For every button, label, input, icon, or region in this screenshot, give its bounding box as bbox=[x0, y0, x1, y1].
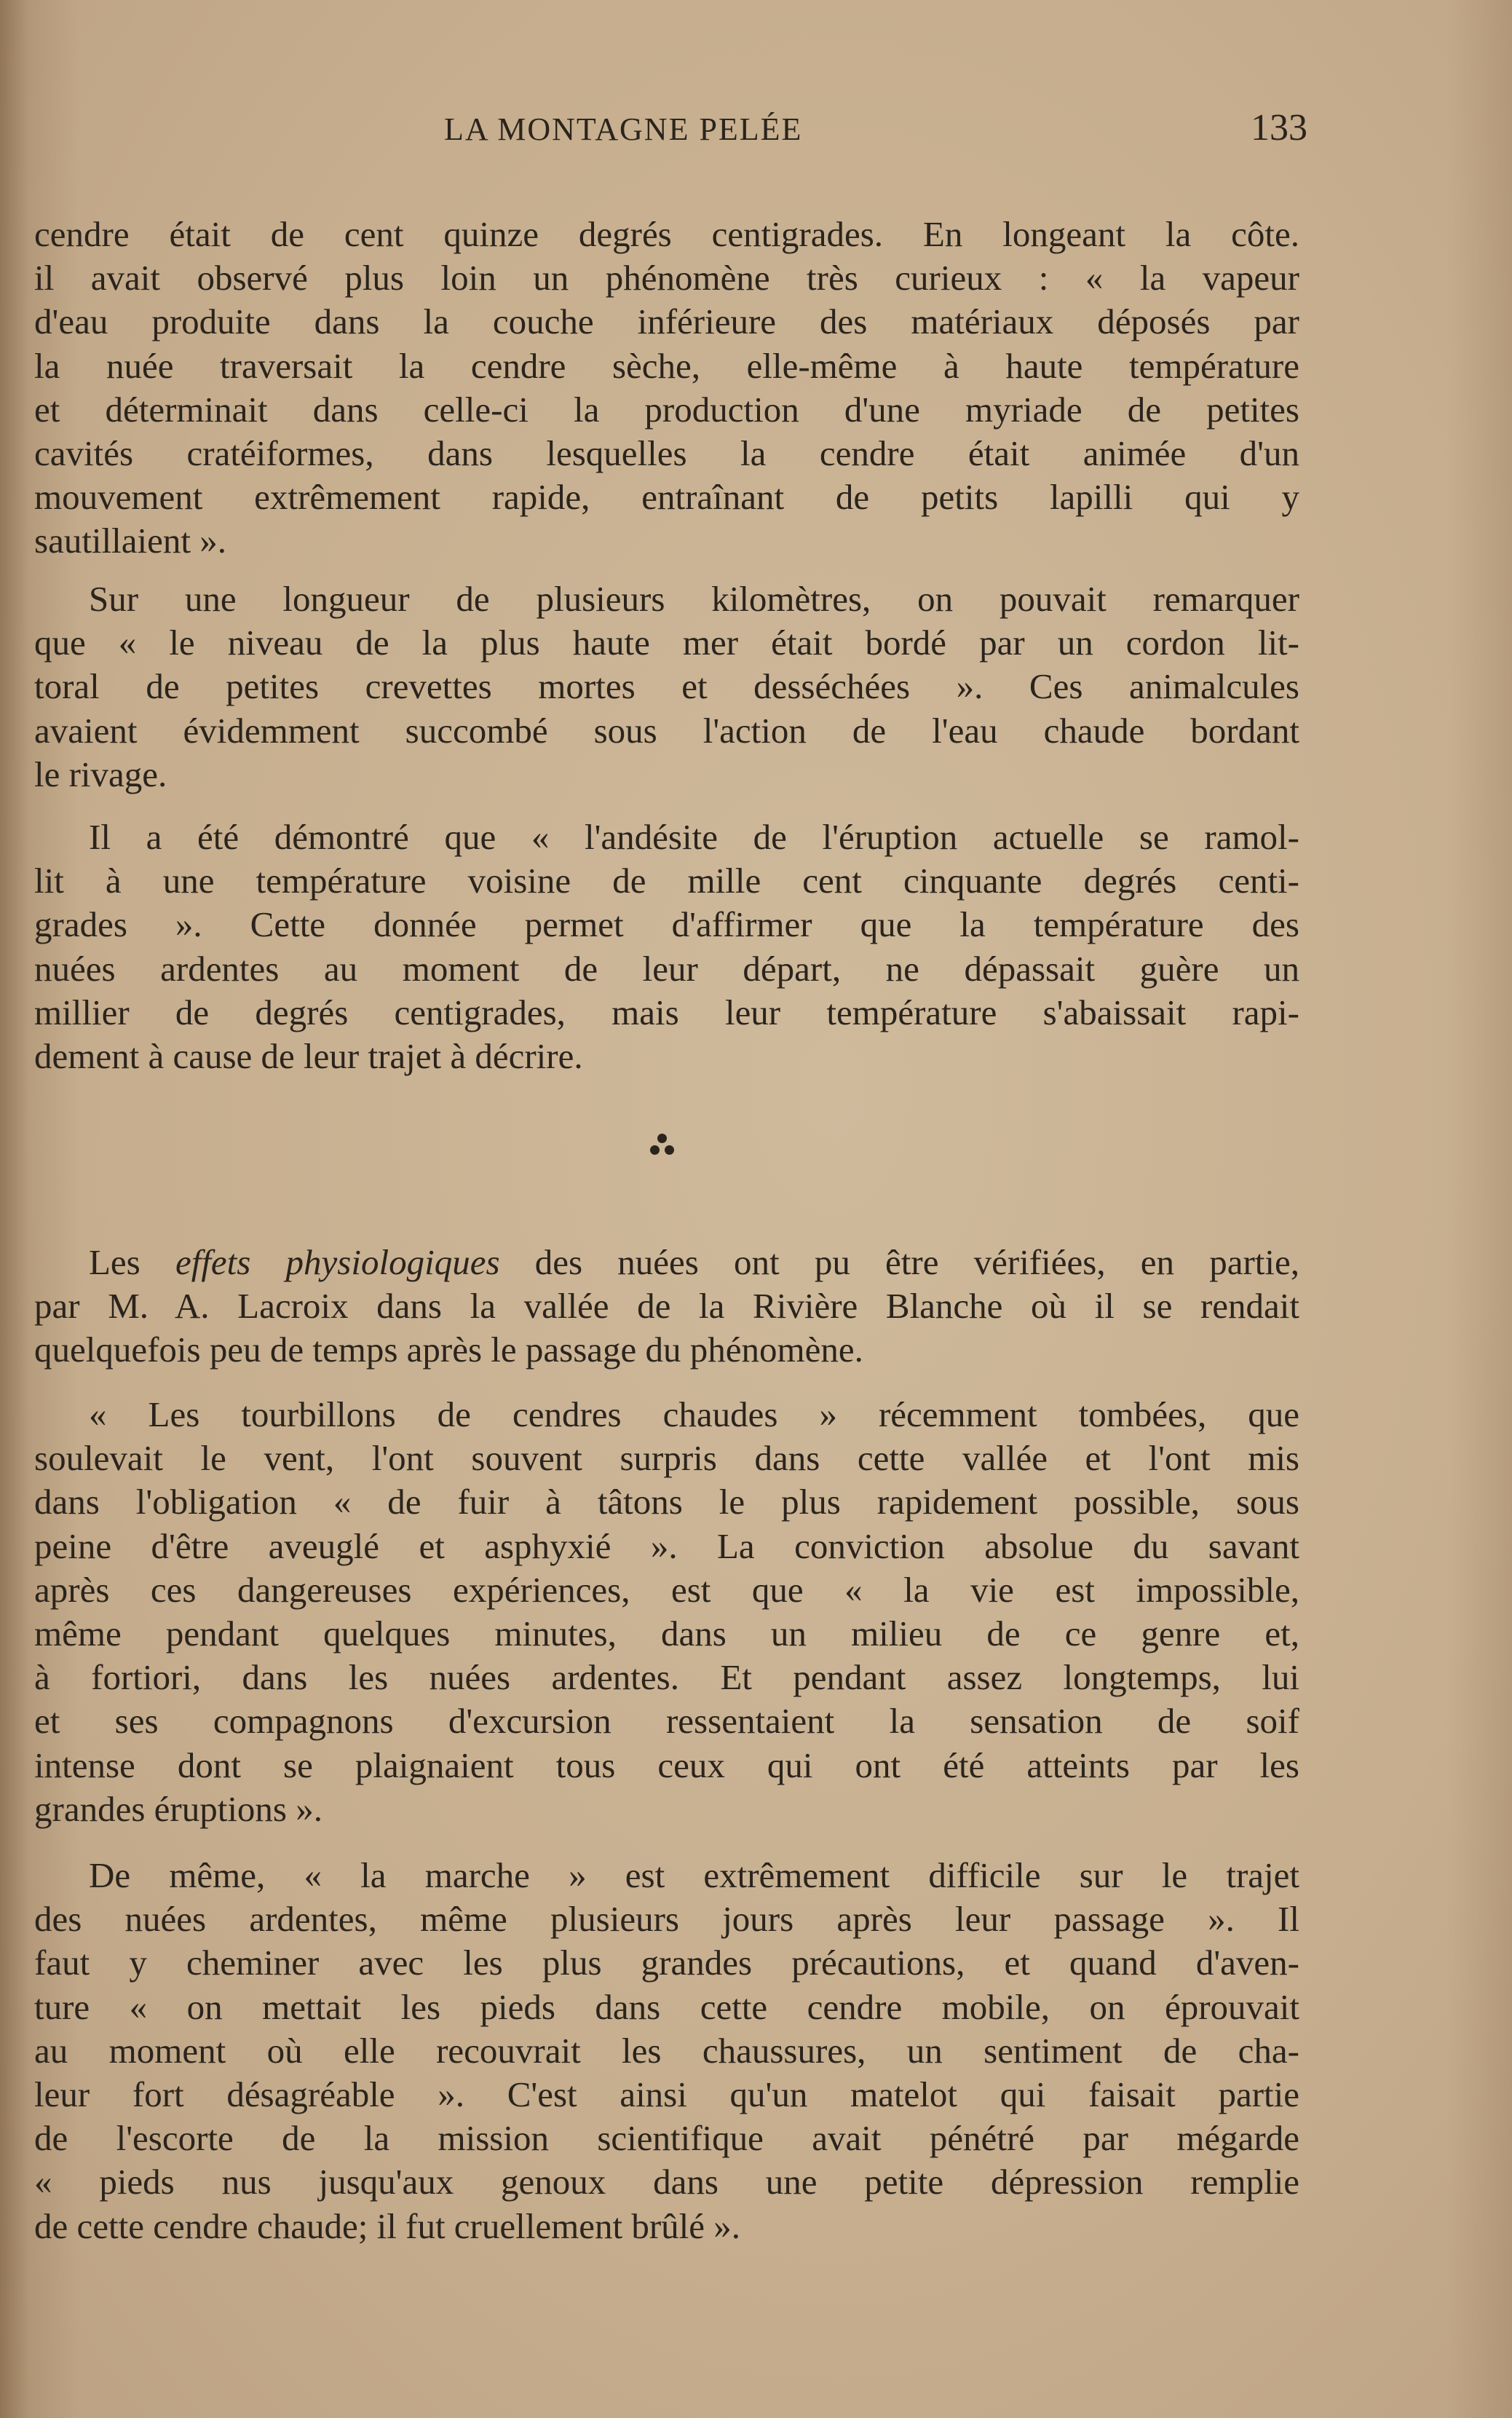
text-line: le rivage. bbox=[34, 754, 167, 794]
text-line: « Les tourbillons de cendres chaudes » récemment tombées, que bbox=[89, 1394, 1299, 1434]
text-line: ture « on mettait les pieds dans cette cendre mobile, on éprouvait bbox=[34, 1986, 1299, 2027]
text-line: des nuées ardentes, même plusieurs jours après leur passage ». Il bbox=[34, 1899, 1299, 1940]
text-segment: des nuées ont pu être vérifiées, en partie, bbox=[499, 1242, 1300, 1282]
text-line: sautillaient ». bbox=[34, 521, 226, 561]
text-line: millier de degrés centigrades, mais leur température s'abaissait rapi- bbox=[34, 992, 1299, 1032]
paragraph bbox=[34, 1241, 1299, 1372]
text-line: et ses compagnons d'excursion ressentaient la sensation de soif bbox=[34, 1701, 1299, 1742]
text-line: au moment où elle recouvrait les chaussures, un sentiment de cha- bbox=[34, 2030, 1299, 2071]
text-line: avaient évidemment succombé sous l'action de l'eau chaude bordant bbox=[34, 710, 1299, 751]
text-line: quelquefois peu de temps après le passage du phénomène. bbox=[34, 1329, 863, 1370]
text-line: soulevait le vent, l'ont souvent surpris dans cette vallée et l'ont mis bbox=[34, 1438, 1299, 1479]
text-line: d'eau produite dans la couche inférieure des matériaux déposés par bbox=[34, 301, 1299, 342]
text-line: De même, « la marche » est extrêmement difficile sur le trajet bbox=[89, 1855, 1299, 1895]
text-line: grades ». Cette donnée permet d'affirmer que la température des bbox=[34, 904, 1299, 945]
paragraph bbox=[34, 1393, 1299, 1831]
text-line: mouvement extrêmement rapide, entraînant de petits lapilli qui y bbox=[34, 477, 1299, 518]
text-line: après ces dangereuses expériences, est que « la vie est impossible, bbox=[34, 1569, 1299, 1610]
page-number: 133 bbox=[1251, 107, 1307, 149]
text-line: dans l'obligation « de fuir à tâtons le plus rapidement possible, sous bbox=[34, 1482, 1299, 1522]
text-line: toral de petites crevettes mortes et desséchées ». Ces animalcules bbox=[34, 666, 1299, 707]
text-line: il avait observé plus loin un phénomène très curieux : « la vapeur bbox=[34, 258, 1299, 299]
text-line: nuées ardentes au moment de leur départ, ne dépassait guère un bbox=[34, 948, 1299, 989]
text-line: à fortiori, dans les nuées ardentes. Et pendant assez longtemps, lui bbox=[34, 1657, 1299, 1698]
asterism-separator-icon bbox=[641, 1125, 684, 1169]
text-segment: Les bbox=[89, 1242, 175, 1282]
text-line: de l'escorte de la mission scientifique avait pénétré par mégarde bbox=[34, 2118, 1299, 2159]
text-line: même pendant quelques minutes, dans un milieu de ce genre et, bbox=[34, 1613, 1299, 1654]
text-line: cavités cratéiformes, dans lesquelles la cendre était animée d'un bbox=[34, 432, 1299, 473]
paragraph bbox=[34, 213, 1299, 564]
text-line: et déterminait dans celle-ci la production d'une myriade de petites bbox=[34, 389, 1299, 430]
text-line: peine d'être aveuglé et asphyxié ». La conviction absolue du savant bbox=[34, 1525, 1299, 1566]
text-line: « pieds nus jusqu'aux genoux dans une petite dépression remplie bbox=[34, 2162, 1299, 2202]
paragraph bbox=[34, 577, 1299, 797]
text-line: grandes éruptions ». bbox=[34, 1788, 322, 1829]
paragraph bbox=[34, 1854, 1299, 2248]
text-line: par M. A. Lacroix dans la vallée de la Rivière Blanche où il se rendait bbox=[34, 1286, 1299, 1327]
text-line: intense dont se plaignaient tous ceux qui ont été atteints par les bbox=[34, 1745, 1299, 1785]
text-line: Il a été démontré que « l'andésite de l'éruption actuelle se ramol- bbox=[89, 817, 1299, 857]
text-line: faut y cheminer avec les plus grandes précautions, et quand d'aven- bbox=[34, 1943, 1299, 1983]
italic-phrase: effets physiologiques bbox=[175, 1242, 500, 1282]
text-line: Sur une longueur de plusieurs kilomètres, on pouvait remarquer bbox=[89, 579, 1299, 619]
text-line: que « le niveau de la plus haute mer était bordé par un cordon lit- bbox=[34, 623, 1299, 663]
text-line: la nuée traversait la cendre sèche, elle-même à haute température bbox=[34, 345, 1299, 386]
text-line bbox=[34, 1241, 1299, 1284]
text-line: dement à cause de leur trajet à décrire. bbox=[34, 1035, 583, 1076]
running-title: LA MONTAGNE PELÉE bbox=[444, 111, 803, 147]
text-line: lit à une température voisine de mille cent cinquante degrés centi- bbox=[34, 861, 1299, 901]
text-line: de cette cendre chaude; il fut cruellement brûlé ». bbox=[34, 2205, 740, 2246]
text-line: cendre était de cent quinze degrés centigrades. En longeant la côte. bbox=[34, 214, 1299, 254]
text-line: leur fort désagréable ». C'est ainsi qu'un matelot qui faisait partie bbox=[34, 2074, 1299, 2114]
paragraph bbox=[34, 815, 1299, 1078]
